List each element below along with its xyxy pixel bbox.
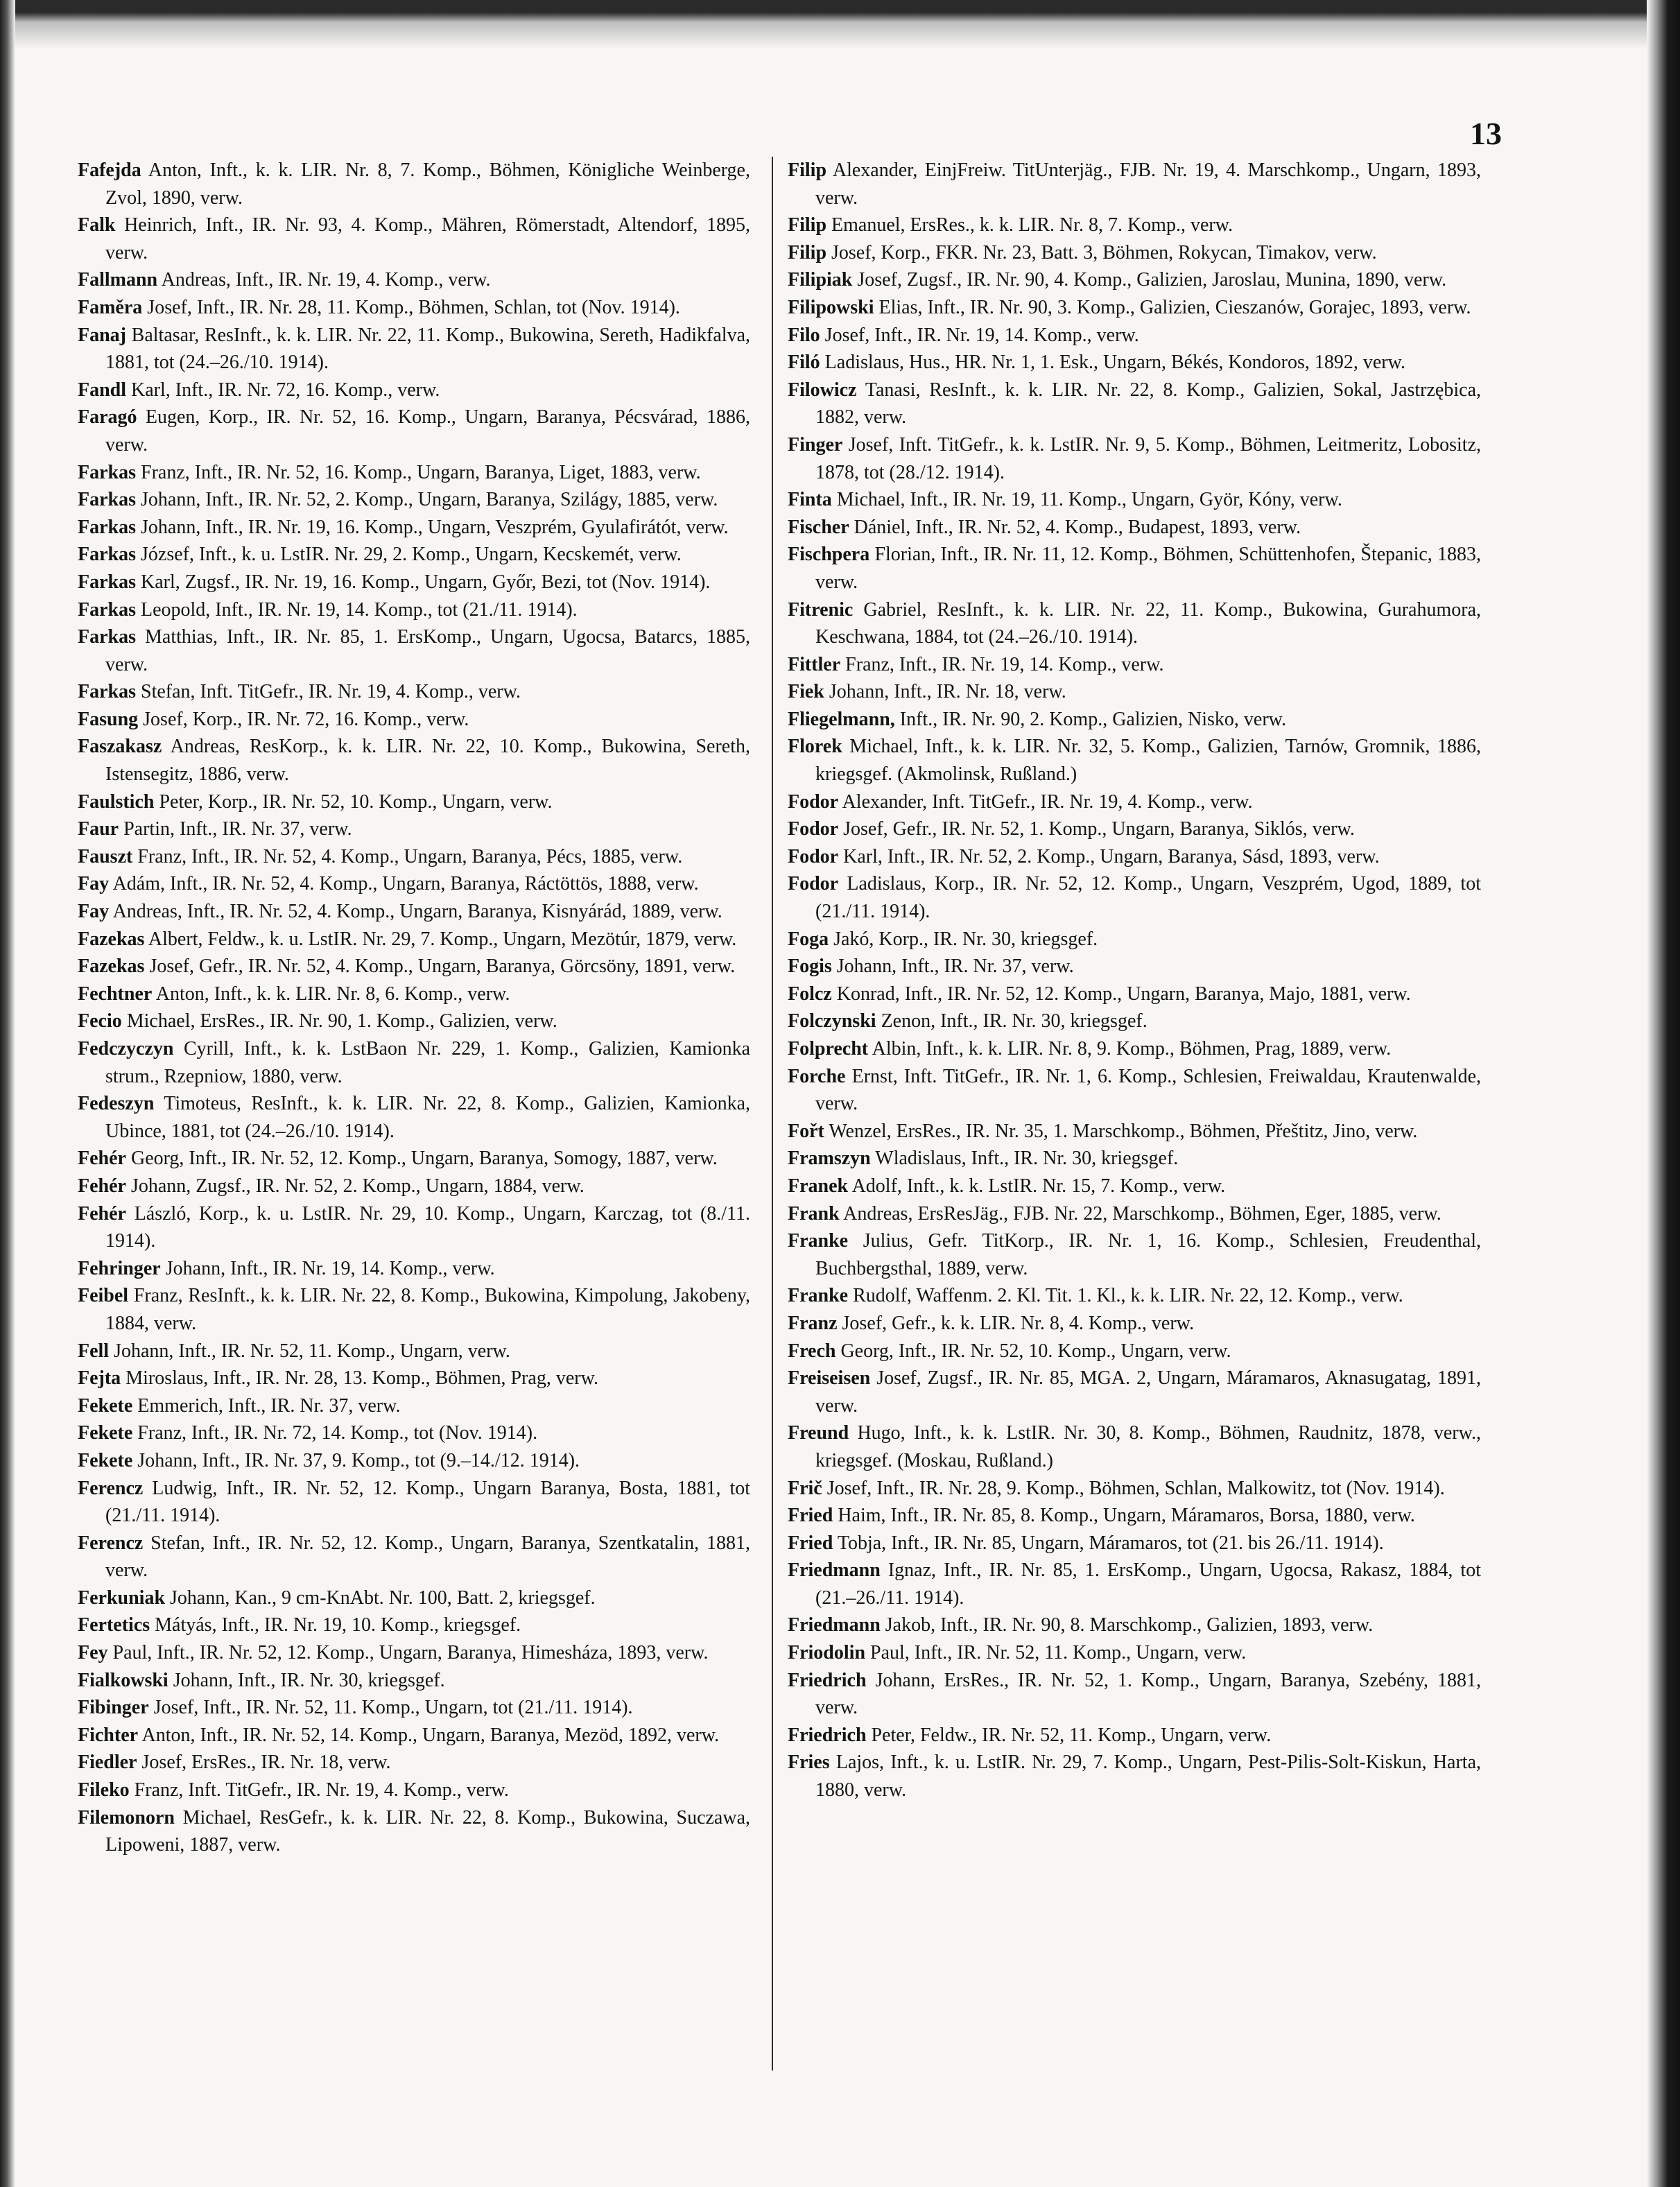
entry-surname: Fischpera — [788, 544, 870, 566]
entry-details: Gabriel, ResInft., k. k. LIR. Nr. 22, 11. Komp., Bukowina, Gurahumora, Keschwana, 1884, tot (24.–26./10. 1914). — [815, 598, 1482, 648]
entry-surname: Fekete — [78, 1422, 133, 1444]
entry-surname: Folcz — [788, 983, 832, 1005]
entry-surname: Fekete — [78, 1394, 133, 1417]
entry-surname: Fischer — [788, 516, 849, 538]
list-entry — [788, 294, 1481, 322]
entry-surname: Fauszt — [78, 845, 133, 867]
list-entry — [788, 1118, 1481, 1146]
entry-surname: Fliegelmann, — [788, 708, 895, 730]
entry-details: Josef, Inft., IR. Nr. 28, 11. Komp., Böhmen, Schlan, tot (Nov. 1914). — [147, 296, 680, 318]
entry-details: Stefan, Inft. TitGefr., IR. Nr. 19, 4. Komp., verw. — [141, 681, 521, 703]
entry-details: Ernst, Inft. TitGefr., IR. Nr. 1, 6. Komp., Schlesien, Freiwaldau, Krautenwalde, verw. — [815, 1065, 1482, 1115]
entry-details: Josef, Korp., FKR. Nr. 23, Batt. 3, Böhmen, Rokycan, Timakov, verw. — [831, 241, 1377, 263]
list-entry — [78, 980, 750, 1008]
entry-surname: Filipowski — [788, 296, 874, 318]
entry-details: Michael, Inft., k. k. LIR. Nr. 32, 5. Komp., Galizien, Tarnów, Gromnik, 1886, kriegsgef. (Akmolinsk, Rußland.) — [815, 736, 1482, 786]
entry-details: Johann, Inft., IR. Nr. 30, kriegsgef. — [173, 1669, 445, 1691]
entry-details: Ladislaus, Hus., HR. Nr. 1, 1. Esk., Ungarn, Békés, Kondoros, 1892, verw. — [824, 352, 1405, 374]
entry-surname: Folczynski — [788, 1010, 876, 1032]
entry-details: Anton, Inft., k. k. LIR. Nr. 8, 6. Komp., verw. — [155, 983, 510, 1005]
list-entry — [78, 1282, 750, 1337]
entry-details: Josef, Zugsf., IR. Nr. 85, MGA. 2, Ungarn, Máramaros, Aknasugatag, 1891, verw. — [815, 1367, 1481, 1417]
entry-details: Karl, Inft., IR. Nr. 72, 16. Komp., verw. — [131, 379, 440, 401]
entry-surname: Fecio — [78, 1010, 122, 1032]
entry-surname: Friedrich — [788, 1669, 867, 1691]
entry-surname: Filip — [788, 159, 827, 181]
entry-details: Josef, Korp., IR. Nr. 72, 16. Komp., verw. — [143, 708, 469, 730]
list-entry — [78, 459, 750, 487]
entry-surname: Fazekas — [78, 928, 145, 950]
list-entry — [78, 1200, 750, 1255]
entry-surname: Fichter — [78, 1724, 139, 1746]
list-entry — [788, 1338, 1481, 1365]
list-entry — [788, 157, 1481, 211]
entry-surname: Franz — [788, 1312, 838, 1334]
entry-surname: Fittler — [788, 653, 841, 675]
entry-surname: Fechtner — [78, 983, 153, 1005]
entry-details: Albert, Feldw., k. u. LstIR. Nr. 29, 7. Komp., Ungarn, Mezötúr, 1879, verw. — [148, 928, 737, 950]
list-entry — [78, 1804, 750, 1859]
entry-surname: Fialkowski — [78, 1669, 168, 1691]
entry-details: Johann, ErsRes., IR. Nr. 52, 1. Komp., Ungarn, Baranya, Szebény, 1881, verw. — [815, 1669, 1482, 1719]
entry-surname: Franek — [788, 1175, 849, 1197]
entry-surname: Foga — [788, 928, 829, 950]
entry-details: Florian, Inft., IR. Nr. 11, 12. Komp., Böhmen, Schüttenhofen, Štepanic, 1883, verw. — [815, 544, 1482, 593]
entry-surname: Fallmann — [78, 269, 158, 291]
list-entry — [788, 1145, 1481, 1173]
list-entry — [788, 1475, 1481, 1503]
list-entry — [78, 569, 750, 596]
entry-details: Franz, Inft., IR. Nr. 52, 16. Komp., Ungarn, Baranya, Liget, 1883, verw. — [141, 461, 701, 483]
list-entry — [78, 1639, 750, 1667]
entry-details: Ignaz, Inft., IR. Nr. 85, 1. ErsKomp., Ungarn, Ugocsa, Rakasz, 1884, tot (21.–26./11. 1914). — [815, 1559, 1481, 1609]
entry-details: Michael, ErsRes., IR. Nr. 90, 1. Komp., Galizien, verw. — [126, 1010, 557, 1032]
entry-details: Emmerich, Inft., IR. Nr. 37, verw. — [137, 1394, 401, 1417]
entry-details: Josef, Zugsf., IR. Nr. 90, 4. Komp., Galizien, Jaroslau, Munina, 1890, verw. — [857, 269, 1447, 291]
list-entry — [788, 815, 1481, 843]
entry-details: Franz, ResInft., k. k. LIR. Nr. 22, 8. Komp., Bukowina, Kimpolung, Jakobeny, 1884, verw. — [105, 1285, 751, 1334]
entry-surname: Framszyn — [788, 1148, 871, 1170]
list-entry — [78, 788, 750, 816]
list-entry — [78, 541, 750, 569]
entry-details: Josef, Inft. TitGefr., k. k. LstIR. Nr. 9, 5. Komp., Böhmen, Leitmeritz, Lobositz, 1878, tot (28./12. 1914). — [815, 433, 1482, 483]
right-column — [788, 157, 1481, 1804]
list-entry — [788, 1310, 1481, 1338]
entry-details: Andreas, Inft., IR. Nr. 52, 4. Komp., Ungarn, Baranya, Kisnyárád, 1889, verw. — [112, 901, 722, 923]
entry-surname: Forche — [788, 1065, 846, 1087]
entry-surname: Filip — [788, 214, 827, 236]
entry-details: Johann, Inft., IR. Nr. 52, 2. Komp., Ungarn, Baranya, Szilágy, 1885, verw. — [141, 489, 718, 511]
entry-details: Josef, Inft., IR. Nr. 52, 11. Komp., Ungarn, tot (21./11. 1914). — [153, 1697, 633, 1719]
entry-details: Eugen, Korp., IR. Nr. 52, 16. Komp., Ungarn, Baranya, Pécsvárad, 1886, verw. — [105, 406, 751, 456]
list-entry — [78, 1365, 750, 1392]
entry-details: Johann, Kan., 9 cm-KnAbt. Nr. 100, Batt. 2, kriegsgef. — [170, 1587, 596, 1609]
list-entry — [788, 926, 1481, 953]
entry-surname: Fried — [788, 1532, 833, 1554]
column-divider — [772, 157, 773, 2071]
entry-surname: Farkas — [78, 598, 136, 621]
entry-surname: Filó — [788, 352, 820, 374]
entry-surname: Fiek — [788, 681, 824, 703]
entry-surname: Fanaj — [78, 324, 126, 346]
entry-details: Josef, Inft., IR. Nr. 19, 14. Komp., verw. — [824, 324, 1139, 346]
entry-surname: Fibinger — [78, 1697, 149, 1719]
list-entry — [78, 1694, 750, 1722]
entry-details: Dániel, Inft., IR. Nr. 52, 4. Komp., Budapest, 1893, verw. — [854, 516, 1301, 538]
list-entry — [788, 211, 1481, 239]
list-entry — [78, 1035, 750, 1090]
list-entry — [78, 404, 750, 458]
list-entry — [788, 788, 1481, 816]
list-entry — [78, 1419, 750, 1447]
entry-details: Emanuel, ErsRes., k. k. LIR. Nr. 8, 7. Komp., verw. — [831, 214, 1233, 236]
list-entry — [788, 1227, 1481, 1282]
entry-details: Wenzel, ErsRes., IR. Nr. 35, 1. Marschkomp., Böhmen, Přeštitz, Jino, verw. — [829, 1120, 1418, 1142]
entry-details: Ludwig, Inft., IR. Nr. 52, 12. Komp., Ungarn Baranya, Bosta, 1881, tot (21./11. 1914). — [105, 1477, 751, 1527]
list-entry — [78, 1090, 750, 1145]
list-entry — [78, 706, 750, 734]
list-entry — [788, 486, 1481, 514]
entry-details: Johann, Inft., IR. Nr. 37, 9. Komp., tot (9.–14./12. 1914). — [137, 1449, 580, 1471]
entry-details: Cyrill, Inft., k. k. LstBaon Nr. 229, 1. Komp., Galizien, Kamionka strum., Rzepniow, 1880, verw. — [105, 1038, 751, 1087]
entry-surname: Fay — [78, 873, 110, 895]
list-entry — [78, 1667, 750, 1695]
entry-details: Josef, Inft., IR. Nr. 28, 9. Komp., Böhmen, Schlan, Malkowitz, tot (Nov. 1914). — [826, 1477, 1445, 1499]
entry-surname: Filo — [788, 324, 820, 346]
entry-surname: Fodor — [788, 818, 839, 840]
entry-details: Baltasar, ResInft., k. k. LIR. Nr. 22, 11. Komp., Bukowina, Sereth, Hadikfalva, 1881, tot (24.–26./10. 1914). — [105, 324, 750, 374]
list-entry — [788, 1365, 1481, 1419]
entry-details: Partin, Inft., IR. Nr. 37, verw. — [123, 818, 352, 840]
entry-surname: Farkas — [78, 516, 136, 538]
entry-details: Alexander, Inft. TitGefr., IR. Nr. 19, 4. Komp., verw. — [842, 790, 1253, 813]
entry-details: Michael, ResGefr., k. k. LIR. Nr. 22, 8. Komp., Bukowina, Suczawa, Lipoweni, 1887, verw. — [105, 1806, 751, 1856]
list-entry — [788, 1035, 1481, 1063]
list-entry — [788, 1639, 1481, 1667]
list-entry — [788, 1722, 1481, 1749]
entry-surname: Freund — [788, 1422, 849, 1444]
entry-details: Adolf, Inft., k. k. LstIR. Nr. 15, 7. Komp., verw. — [851, 1175, 1226, 1197]
entry-details: Anton, Inft., k. k. LIR. Nr. 8, 7. Komp., Böhmen, Königliche Weinberge, Zvol, 1890, verw. — [105, 159, 750, 209]
entry-details: Jakó, Korp., IR. Nr. 30, kriegsgef. — [833, 928, 1098, 950]
entry-details: Alexander, EinjFreiw. TitUnterjäg., FJB. Nr. 19, 4. Marschkomp., Ungarn, 1893, verw. — [815, 159, 1481, 209]
entry-details: Elias, Inft., IR. Nr. 90, 3. Komp., Galizien, Cieszanów, Gorajec, 1893, verw. — [878, 296, 1471, 318]
entry-details: Franz, Inft., IR. Nr. 52, 4. Komp., Ungarn, Baranya, Pécs, 1885, verw. — [137, 845, 683, 867]
list-entry — [788, 1530, 1481, 1557]
list-entry — [78, 377, 750, 404]
entry-details: Josef, Gefr., k. k. LIR. Nr. 8, 4. Komp., verw. — [842, 1312, 1195, 1334]
entry-surname: Ferkuniak — [78, 1587, 166, 1609]
list-entry — [78, 1777, 750, 1804]
list-entry — [788, 1557, 1481, 1611]
entry-surname: Florek — [788, 736, 842, 758]
entry-surname: Faur — [78, 818, 119, 840]
list-entry — [78, 1530, 750, 1584]
entry-surname: Farkas — [78, 571, 136, 593]
list-entry — [78, 870, 750, 898]
list-entry — [788, 1173, 1481, 1200]
entry-surname: Fodor — [788, 873, 839, 895]
entry-details: Jakob, Inft., IR. Nr. 90, 8. Marschkomp., Galizien, 1893, verw. — [885, 1614, 1374, 1636]
entry-surname: Faulstich — [78, 790, 155, 813]
entry-surname: Ferencz — [78, 1477, 144, 1499]
entry-details: Andreas, ResKorp., k. k. LIR. Nr. 22, 10. Komp., Bukowina, Sereth, Istensegitz, 1886, verw. — [105, 736, 750, 786]
entry-details: Tobja, Inft., IR. Nr. 85, Ungarn, Máramaros, tot (21. bis 26./11. 1914). — [837, 1532, 1384, 1554]
entry-details: Andreas, Inft., IR. Nr. 19, 4. Komp., verw. — [161, 269, 491, 291]
entry-details: Heinrich, Inft., IR. Nr. 93, 4. Komp., Mähren, Römerstadt, Altendorf, 1895, verw. — [105, 214, 750, 263]
entry-surname: Fořt — [788, 1120, 824, 1142]
entry-surname: Farkas — [78, 626, 136, 648]
entry-surname: Finger — [788, 433, 843, 456]
list-entry — [788, 678, 1481, 706]
entry-surname: Frank — [788, 1202, 840, 1225]
entry-details: Konrad, Inft., IR. Nr. 52, 12. Komp., Ungarn, Baranya, Majo, 1881, verw. — [836, 983, 1411, 1005]
list-entry — [78, 678, 750, 706]
entry-details: Paul, Inft., IR. Nr. 52, 12. Komp., Ungarn, Baranya, Himesháza, 1893, verw. — [112, 1642, 709, 1664]
entry-details: Johann, Inft., IR. Nr. 18, verw. — [829, 681, 1066, 703]
entry-surname: Fitrenic — [788, 598, 854, 621]
entry-details: Julius, Gefr. TitKorp., IR. Nr. 1, 16. Komp., Schlesien, Freudenthal, Buchbergsthal, 1889, verw. — [815, 1230, 1482, 1279]
entry-details: Franz, Inft. TitGefr., IR. Nr. 19, 4. Komp., verw. — [134, 1779, 509, 1801]
entry-surname: Faměra — [78, 296, 143, 318]
entry-details: Peter, Feldw., IR. Nr. 52, 11. Komp., Ungarn, verw. — [871, 1724, 1272, 1746]
list-entry — [78, 514, 750, 542]
entry-surname: Fried — [788, 1505, 833, 1527]
scan-edge-left — [0, 0, 15, 2187]
list-entry — [78, 1392, 750, 1420]
list-entry — [788, 1008, 1481, 1035]
entry-surname: Farkas — [78, 544, 136, 566]
entry-surname: Fileko — [78, 1779, 130, 1801]
list-entry — [788, 870, 1481, 925]
list-entry — [788, 953, 1481, 980]
entry-details: Franz, Inft., IR. Nr. 72, 14. Komp., tot (Nov. 1914). — [137, 1422, 538, 1444]
list-entry — [78, 1255, 750, 1283]
entry-details: Wladislaus, Inft., IR. Nr. 30, kriegsgef. — [875, 1148, 1179, 1170]
entry-surname: Fekete — [78, 1449, 133, 1471]
list-entry — [788, 980, 1481, 1008]
entry-surname: Falk — [78, 214, 116, 236]
entry-surname: Fey — [78, 1642, 108, 1664]
list-entry — [788, 266, 1481, 294]
entry-details: Miroslaus, Inft., IR. Nr. 28, 13. Komp., Böhmen, Prag, verw. — [125, 1367, 598, 1390]
list-entry — [78, 733, 750, 788]
entry-details: Zenon, Inft., IR. Nr. 30, kriegsgef. — [881, 1010, 1148, 1032]
entry-details: Tanasi, ResInft., k. k. LIR. Nr. 22, 8. Komp., Galizien, Sokal, Jastrzębica, 1882, verw. — [815, 379, 1481, 429]
entry-details: Inft., IR. Nr. 90, 2. Komp., Galizien, Nisko, verw. — [899, 708, 1287, 730]
entry-details: Johann, Zugsf., IR. Nr. 52, 2. Komp., Ungarn, 1884, verw. — [130, 1175, 584, 1197]
entry-surname: Franke — [788, 1285, 849, 1307]
list-entry — [78, 1008, 750, 1035]
entry-details: Adám, Inft., IR. Nr. 52, 4. Komp., Ungarn, Baranya, Ráctöttös, 1888, verw. — [112, 873, 699, 895]
entry-surname: Friedmann — [788, 1559, 881, 1582]
entry-surname: Fedczyczyn — [78, 1038, 174, 1060]
entry-surname: Friodolin — [788, 1642, 866, 1664]
entry-details: László, Korp., k. u. LstIR. Nr. 29, 10. Komp., Ungarn, Karczag, tot (8./11. 1914). — [105, 1202, 751, 1252]
list-entry — [788, 843, 1481, 871]
entry-surname: Farkas — [78, 681, 136, 703]
entry-details: Johann, Inft., IR. Nr. 37, verw. — [836, 956, 1074, 978]
list-entry — [78, 1611, 750, 1639]
entry-surname: Friedrich — [788, 1724, 867, 1746]
entry-details: Georg, Inft., IR. Nr. 52, 10. Komp., Ungarn, verw. — [840, 1340, 1231, 1362]
list-entry — [788, 651, 1481, 679]
list-entry — [78, 157, 750, 211]
list-entry — [788, 1282, 1481, 1310]
entry-surname: Filipiak — [788, 269, 853, 291]
entry-surname: Frech — [788, 1340, 836, 1362]
entry-details: Peter, Korp., IR. Nr. 52, 10. Komp., Ungarn, verw. — [159, 790, 553, 813]
entry-details: Rudolf, Waffenm. 2. Kl. Tit. 1. Kl., k. k. LIR. Nr. 22, 12. Komp., verw. — [853, 1285, 1403, 1307]
list-entry — [78, 843, 750, 871]
page-number: 13 — [1470, 116, 1502, 151]
list-entry — [788, 596, 1481, 651]
entry-surname: Farkas — [78, 461, 136, 483]
entry-surname: Fafejda — [78, 159, 141, 181]
list-entry — [788, 1419, 1481, 1474]
entry-surname: Friedmann — [788, 1614, 881, 1636]
entry-details: Franz, Inft., IR. Nr. 19, 14. Komp., verw. — [845, 653, 1164, 675]
entry-surname: Fries — [788, 1752, 830, 1774]
entry-surname: Fandl — [78, 379, 127, 401]
list-entry — [78, 623, 750, 678]
entry-details: Michael, Inft., IR. Nr. 19, 11. Komp., Ungarn, Györ, Kóny, verw. — [836, 489, 1342, 511]
list-entry — [78, 596, 750, 624]
entry-surname: Faszakasz — [78, 736, 162, 758]
list-entry — [788, 1502, 1481, 1530]
list-entry — [788, 322, 1481, 349]
entry-details: Karl, Inft., IR. Nr. 52, 2. Komp., Ungarn, Baranya, Sásd, 1893, verw. — [843, 845, 1380, 867]
entry-details: Lajos, Inft., k. u. LstIR. Nr. 29, 7. Komp., Ungarn, Pest-Pilis-Solt-Kiskun, Harta, 1880, verw. — [815, 1752, 1481, 1801]
entry-details: Leopold, Inft., IR. Nr. 19, 14. Komp., tot (21./11. 1914). — [141, 598, 578, 621]
entry-surname: Fiedler — [78, 1752, 137, 1774]
entry-surname: Fasung — [78, 708, 139, 730]
list-entry — [788, 1200, 1481, 1228]
entry-surname: Fedeszyn — [78, 1093, 155, 1115]
list-entry — [78, 953, 750, 980]
entry-details: Karl, Zugsf., IR. Nr. 19, 16. Komp., Ungarn, Győr, Bezi, tot (Nov. 1914). — [141, 571, 711, 593]
list-entry — [78, 1338, 750, 1365]
list-entry — [78, 211, 750, 266]
entry-surname: Fehringer — [78, 1257, 161, 1279]
entry-details: Johann, Inft., IR. Nr. 19, 16. Komp., Ungarn, Veszprém, Gyulafirátót, verw. — [141, 516, 729, 538]
list-entry — [78, 322, 750, 377]
entry-surname: Fehér — [78, 1202, 126, 1225]
entry-details: Andreas, ErsResJäg., FJB. Nr. 22, Marschkomp., Böhmen, Eger, 1885, verw. — [843, 1202, 1441, 1225]
entry-details: Matthias, Inft., IR. Nr. 85, 1. ErsKomp., Ungarn, Ugocsa, Batarcs, 1885, verw. — [105, 626, 750, 675]
entry-surname: Fejta — [78, 1367, 121, 1390]
entry-details: Ladislaus, Korp., IR. Nr. 52, 12. Komp., Ungarn, Veszprém, Ugod, 1889, tot (21./11. 1914). — [815, 873, 1481, 923]
entry-surname: Filemonorn — [78, 1806, 175, 1829]
entry-details: Stefan, Inft., IR. Nr. 52, 12. Komp., Ungarn, Baranya, Szentkatalin, 1881, verw. — [105, 1532, 750, 1582]
scan-edge-right — [1647, 0, 1680, 2187]
list-entry — [78, 1145, 750, 1173]
list-entry — [788, 1063, 1481, 1118]
entry-surname: Fogis — [788, 956, 832, 978]
entry-surname: Ferencz — [78, 1532, 144, 1554]
entry-surname: Fehér — [78, 1148, 126, 1170]
entry-surname: Fodor — [788, 845, 839, 867]
list-entry — [78, 1475, 750, 1530]
entry-surname: Fell — [78, 1340, 110, 1362]
entry-surname: Fay — [78, 901, 110, 923]
list-entry — [788, 541, 1481, 596]
scan-edge-top — [0, 0, 1680, 49]
entry-details: József, Inft., k. u. LstIR. Nr. 29, 2. Komp., Ungarn, Kecskemét, verw. — [141, 544, 682, 566]
entry-details: Johann, Inft., IR. Nr. 52, 11. Komp., Ungarn, verw. — [114, 1340, 510, 1362]
list-entry — [78, 1722, 750, 1749]
entry-surname: Finta — [788, 489, 832, 511]
left-column — [78, 157, 750, 1859]
entry-details: Josef, ErsRes., IR. Nr. 18, verw. — [141, 1752, 391, 1774]
list-entry — [78, 266, 750, 294]
entry-details: Josef, Gefr., IR. Nr. 52, 1. Komp., Ungarn, Baranya, Siklós, verw. — [843, 818, 1355, 840]
list-entry — [78, 1584, 750, 1612]
entry-surname: Feibel — [78, 1285, 129, 1307]
entry-surname: Folprecht — [788, 1038, 869, 1060]
entry-details: Johann, Inft., IR. Nr. 19, 14. Komp., verw. — [165, 1257, 495, 1279]
list-entry — [78, 1749, 750, 1777]
list-entry — [788, 431, 1481, 486]
entry-surname: Frič — [788, 1477, 822, 1499]
list-entry — [788, 706, 1481, 734]
entry-surname: Faragó — [78, 406, 137, 429]
list-entry — [788, 349, 1481, 377]
entry-details: Josef, Gefr., IR. Nr. 52, 4. Komp., Ungarn, Baranya, Görcsöny, 1891, verw. — [149, 956, 736, 978]
list-entry — [788, 514, 1481, 542]
entry-details: Georg, Inft., IR. Nr. 52, 12. Komp., Ungarn, Baranya, Somogy, 1887, verw. — [130, 1148, 718, 1170]
entry-details: Haim, Inft., IR. Nr. 85, 8. Komp., Ungarn, Máramaros, Borsa, 1880, verw. — [838, 1505, 1415, 1527]
entry-details: Paul, Inft., IR. Nr. 52, 11. Komp., Ungarn, verw. — [870, 1642, 1247, 1664]
list-entry — [788, 733, 1481, 788]
list-entry — [78, 294, 750, 322]
list-entry — [78, 486, 750, 514]
entry-details: Mátyás, Inft., IR. Nr. 19, 10. Komp., kriegsgef. — [155, 1614, 521, 1636]
entry-surname: Farkas — [78, 489, 136, 511]
list-entry — [788, 1667, 1481, 1722]
list-entry — [78, 815, 750, 843]
entry-surname: Fazekas — [78, 956, 145, 978]
entry-details: Albin, Inft., k. k. LIR. Nr. 8, 9. Komp., Böhmen, Prag, 1889, verw. — [872, 1038, 1392, 1060]
entry-surname: Fodor — [788, 790, 839, 813]
entry-surname: Franke — [788, 1230, 849, 1252]
entry-details: Anton, Inft., IR. Nr. 52, 14. Komp., Ungarn, Baranya, Mezöd, 1892, verw. — [141, 1724, 720, 1746]
entry-surname: Freiseisen — [788, 1367, 871, 1390]
entry-details: Timoteus, ResInft., k. k. LIR. Nr. 22, 8. Komp., Galizien, Kamionka, Ubince, 1881, tot (24.–26./10. 1914). — [105, 1093, 750, 1142]
list-entry — [78, 1447, 750, 1475]
entry-details: Hugo, Inft., k. k. LstIR. Nr. 30, 8. Komp., Böhmen, Raudnitz, 1878, verw., kriegsgef. (Moskau, Rußland.) — [815, 1422, 1482, 1471]
list-entry — [788, 1749, 1481, 1804]
entry-surname: Filip — [788, 241, 827, 263]
list-entry — [78, 926, 750, 953]
list-entry — [788, 239, 1481, 267]
entry-surname: Filowicz — [788, 379, 857, 401]
list-entry — [78, 1173, 750, 1200]
list-entry — [78, 898, 750, 926]
entry-surname: Fertetics — [78, 1614, 150, 1636]
list-entry — [788, 377, 1481, 431]
list-entry — [788, 1611, 1481, 1639]
entry-surname: Fehér — [78, 1175, 126, 1197]
